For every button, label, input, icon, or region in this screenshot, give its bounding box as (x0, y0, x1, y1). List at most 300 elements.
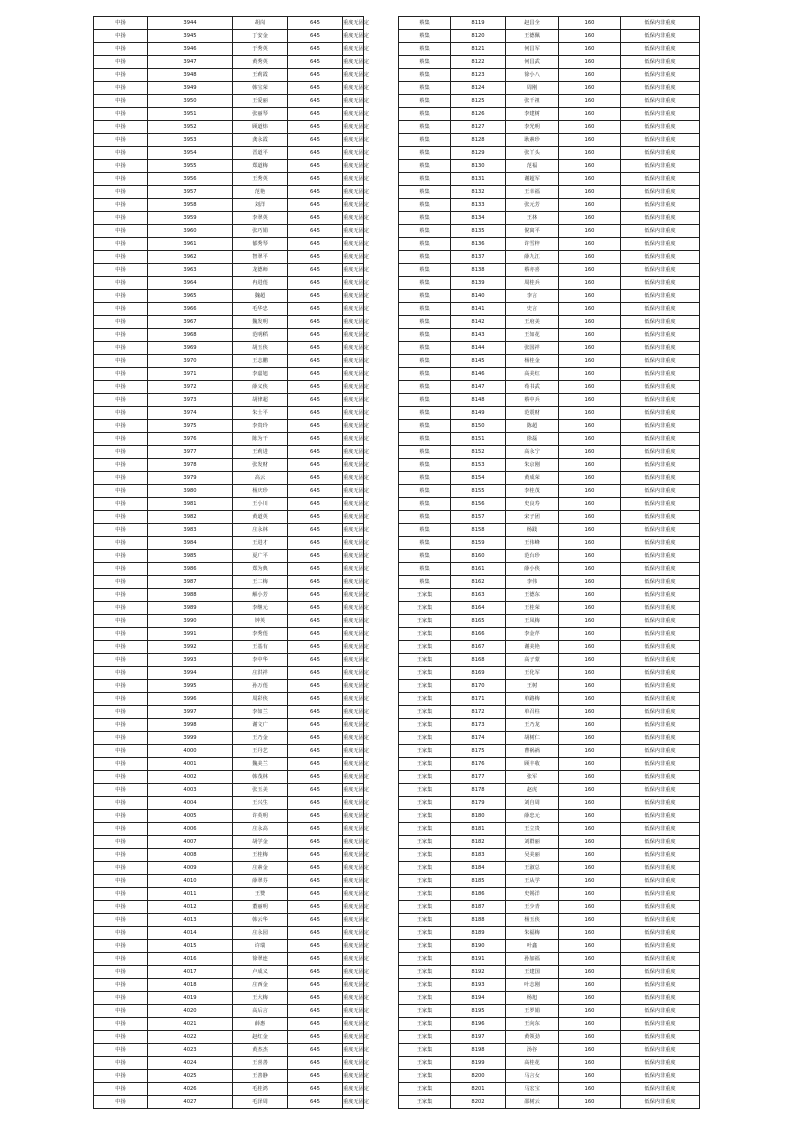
town-cell: 王家集 (399, 1031, 451, 1044)
name-cell: 智翠平 (233, 251, 288, 264)
category-cell: 低保内非重度 (621, 329, 700, 342)
id-cell: 3951 (148, 108, 233, 121)
amount-cell: 645 (288, 407, 343, 420)
town-cell: 中扬 (94, 927, 148, 940)
name-cell: 刘群丽 (506, 836, 559, 849)
category-cell: 重度无固定 (343, 1070, 364, 1083)
category-cell: 低保内非重度 (621, 1044, 700, 1057)
id-cell: 8199 (451, 1057, 506, 1070)
id-cell: 8183 (451, 849, 506, 862)
table-row (399, 264, 700, 277)
category-cell: 低保内非重度 (621, 550, 700, 563)
town-cell: 中扬 (94, 875, 148, 888)
category-cell: 重度无固定 (343, 537, 364, 550)
table-row (399, 797, 700, 810)
id-cell: 4001 (148, 758, 233, 771)
amount-cell: 645 (288, 459, 343, 472)
id-cell: 3958 (148, 199, 233, 212)
id-cell: 8177 (451, 771, 506, 784)
table-row (94, 602, 364, 615)
town-cell: 蔡集 (399, 199, 451, 212)
town-cell: 中扬 (94, 888, 148, 901)
id-cell: 8135 (451, 225, 506, 238)
amount-cell: 160 (559, 277, 621, 290)
table-row (399, 992, 700, 1005)
category-cell: 低保内非重度 (621, 134, 700, 147)
id-cell: 8133 (451, 199, 506, 212)
name-cell: 张元芳 (506, 199, 559, 212)
town-cell: 蔡集 (399, 511, 451, 524)
id-cell: 4026 (148, 1083, 233, 1096)
category-cell: 重度无固定 (343, 836, 364, 849)
amount-cell: 645 (288, 823, 343, 836)
id-cell: 3978 (148, 459, 233, 472)
table-row (399, 459, 700, 472)
id-cell: 8158 (451, 524, 506, 537)
category-cell: 低保内非重度 (621, 56, 700, 69)
town-cell: 蔡集 (399, 303, 451, 316)
category-cell: 重度无固定 (343, 446, 364, 459)
category-cell: 重度无固定 (343, 953, 364, 966)
amount-cell: 645 (288, 537, 343, 550)
category-cell: 低保内非重度 (621, 342, 700, 355)
category-cell: 重度无固定 (343, 810, 364, 823)
name-cell: 胡学金 (233, 836, 288, 849)
id-cell: 3949 (148, 82, 233, 95)
category-cell: 低保内非重度 (621, 43, 700, 56)
town-cell: 蔡集 (399, 43, 451, 56)
id-cell: 8149 (451, 407, 506, 420)
amount-cell: 645 (288, 69, 343, 82)
category-cell: 低保内非重度 (621, 498, 700, 511)
name-cell: 龚永霞 (233, 134, 288, 147)
town-cell: 中扬 (94, 251, 148, 264)
name-cell: 高子蒙 (506, 654, 559, 667)
town-cell: 蔡集 (399, 290, 451, 303)
name-cell: 张丫头 (506, 147, 559, 160)
category-cell: 重度无固定 (343, 784, 364, 797)
id-cell: 3947 (148, 56, 233, 69)
category-cell: 低保内非重度 (621, 108, 700, 121)
name-cell: 范福 (506, 160, 559, 173)
name-cell: 王小川 (233, 498, 288, 511)
table-row (399, 160, 700, 173)
table-row (399, 784, 700, 797)
id-cell: 3980 (148, 485, 233, 498)
category-cell: 重度无固定 (343, 589, 364, 602)
town-cell: 王家集 (399, 745, 451, 758)
town-cell: 中扬 (94, 914, 148, 927)
amount-cell: 645 (288, 290, 343, 303)
table-row (399, 576, 700, 589)
amount-cell: 160 (559, 849, 621, 862)
town-cell: 中扬 (94, 992, 148, 1005)
category-cell: 重度无固定 (343, 667, 364, 680)
category-cell: 低保内非重度 (621, 303, 700, 316)
name-cell: 范震财 (506, 407, 559, 420)
amount-cell: 645 (288, 17, 343, 30)
name-cell: 史锡洋 (506, 888, 559, 901)
id-cell: 4002 (148, 771, 233, 784)
category-cell: 重度无固定 (343, 823, 364, 836)
category-cell: 低保内非重度 (621, 433, 700, 446)
town-cell: 中扬 (94, 121, 148, 134)
town-cell: 中扬 (94, 82, 148, 95)
amount-cell: 160 (559, 940, 621, 953)
town-cell: 中扬 (94, 1031, 148, 1044)
table-row (399, 823, 700, 836)
id-cell: 4006 (148, 823, 233, 836)
town-cell: 蔡集 (399, 17, 451, 30)
name-cell: 王志鹏 (233, 355, 288, 368)
name-cell: 王桂荣 (506, 602, 559, 615)
category-cell: 重度无固定 (343, 147, 364, 160)
amount-cell: 645 (288, 563, 343, 576)
id-cell: 8192 (451, 966, 506, 979)
id-cell: 3985 (148, 550, 233, 563)
amount-cell: 160 (559, 706, 621, 719)
table-row (399, 732, 700, 745)
category-cell: 低保内非重度 (621, 212, 700, 225)
table-row (399, 654, 700, 667)
amount-cell: 160 (559, 82, 621, 95)
table-row (399, 615, 700, 628)
name-cell: 高永宁 (506, 446, 559, 459)
town-cell: 中扬 (94, 953, 148, 966)
town-cell: 蔡集 (399, 355, 451, 368)
table-row (94, 589, 364, 602)
id-cell: 8125 (451, 95, 506, 108)
amount-cell: 645 (288, 199, 343, 212)
town-cell: 中扬 (94, 446, 148, 459)
table-row (94, 654, 364, 667)
category-cell: 重度无固定 (343, 173, 364, 186)
table-row (399, 303, 700, 316)
amount-cell: 645 (288, 433, 343, 446)
town-cell: 蔡集 (399, 407, 451, 420)
table-row (94, 82, 364, 95)
name-cell: 王罗娟 (506, 1005, 559, 1018)
amount-cell: 645 (288, 628, 343, 641)
id-cell: 4015 (148, 940, 233, 953)
id-cell: 8159 (451, 537, 506, 550)
town-cell: 中扬 (94, 758, 148, 771)
name-cell: 韩云华 (233, 914, 288, 927)
category-cell: 重度无固定 (343, 420, 364, 433)
name-cell: 杨践 (506, 524, 559, 537)
category-cell: 重度无固定 (343, 901, 364, 914)
name-cell: 范明稻 (233, 329, 288, 342)
name-cell: 黄杰杰 (233, 1044, 288, 1057)
id-cell: 8129 (451, 147, 506, 160)
amount-cell: 160 (559, 420, 621, 433)
town-cell: 王家集 (399, 966, 451, 979)
id-cell: 8168 (451, 654, 506, 667)
amount-cell: 160 (559, 602, 621, 615)
amount-cell: 645 (288, 927, 343, 940)
id-cell: 3952 (148, 121, 233, 134)
id-cell: 3994 (148, 667, 233, 680)
id-cell: 4014 (148, 927, 233, 940)
table-row (399, 862, 700, 875)
name-cell: 薛惠 (233, 1018, 288, 1031)
id-cell: 3961 (148, 238, 233, 251)
id-cell: 8176 (451, 758, 506, 771)
amount-cell: 645 (288, 147, 343, 160)
id-cell: 8132 (451, 186, 506, 199)
town-cell: 中扬 (94, 602, 148, 615)
amount-cell: 645 (288, 1096, 343, 1109)
table-row (94, 277, 364, 290)
name-cell: 李言 (506, 290, 559, 303)
id-cell: 3973 (148, 394, 233, 407)
amount-cell: 645 (288, 849, 343, 862)
amount-cell: 160 (559, 1044, 621, 1057)
id-cell: 3963 (148, 264, 233, 277)
town-cell: 王家集 (399, 1070, 451, 1083)
category-cell: 低保内非重度 (621, 1083, 700, 1096)
table-row (94, 1057, 364, 1070)
table-row (399, 667, 700, 680)
amount-cell: 160 (559, 472, 621, 485)
id-cell: 8146 (451, 368, 506, 381)
table-row (399, 940, 700, 953)
town-cell: 中扬 (94, 290, 148, 303)
town-cell: 中扬 (94, 368, 148, 381)
town-cell: 王家集 (399, 758, 451, 771)
town-cell: 王家集 (399, 784, 451, 797)
id-cell: 3953 (148, 134, 233, 147)
table-row (399, 875, 700, 888)
amount-cell: 160 (559, 888, 621, 901)
name-cell: 王凤梅 (506, 615, 559, 628)
name-cell: 龙德师 (233, 264, 288, 277)
id-cell: 3988 (148, 589, 233, 602)
id-cell: 8140 (451, 290, 506, 303)
amount-cell: 645 (288, 316, 343, 329)
table-row (94, 186, 364, 199)
amount-cell: 645 (288, 368, 343, 381)
town-cell: 王家集 (399, 849, 451, 862)
category-cell: 重度无固定 (343, 1057, 364, 1070)
table-row (399, 641, 700, 654)
table-row (399, 537, 700, 550)
table-row (399, 82, 700, 95)
table-row (399, 1096, 700, 1109)
town-cell: 中扬 (94, 303, 148, 316)
name-cell: 王乃龙 (506, 719, 559, 732)
table-row (94, 303, 364, 316)
town-cell: 王家集 (399, 797, 451, 810)
amount-cell: 160 (559, 342, 621, 355)
name-cell: 夏广平 (233, 550, 288, 563)
table-row (94, 342, 364, 355)
town-cell: 中扬 (94, 173, 148, 186)
id-cell: 8154 (451, 472, 506, 485)
category-cell: 重度无固定 (343, 706, 364, 719)
name-cell: 王德佩 (506, 30, 559, 43)
category-cell: 重度无固定 (343, 927, 364, 940)
town-cell: 中扬 (94, 641, 148, 654)
category-cell: 低保内非重度 (621, 290, 700, 303)
amount-cell: 645 (288, 589, 343, 602)
id-cell: 8150 (451, 420, 506, 433)
town-cell: 王家集 (399, 667, 451, 680)
id-cell: 3944 (148, 17, 233, 30)
table-row (399, 680, 700, 693)
name-cell: 郑道梅 (233, 160, 288, 173)
name-cell: 王林 (506, 212, 559, 225)
amount-cell: 645 (288, 1083, 343, 1096)
table-row (399, 394, 700, 407)
town-cell: 王家集 (399, 888, 451, 901)
category-cell: 低保内非重度 (621, 979, 700, 992)
category-cell: 重度无固定 (343, 1044, 364, 1057)
category-cell: 重度无固定 (343, 1005, 364, 1018)
amount-cell: 160 (559, 654, 621, 667)
town-cell: 王家集 (399, 719, 451, 732)
table-row (94, 1096, 364, 1109)
name-cell: 高云 (233, 472, 288, 485)
name-cell: 朱福梅 (506, 927, 559, 940)
town-cell: 中扬 (94, 485, 148, 498)
table-row (94, 1031, 364, 1044)
name-cell: 单召柱 (506, 706, 559, 719)
id-cell: 8185 (451, 875, 506, 888)
amount-cell: 645 (288, 303, 343, 316)
table-row (94, 459, 364, 472)
category-cell: 低保内非重度 (621, 1005, 700, 1018)
category-cell: 重度无固定 (343, 641, 364, 654)
table-row (399, 17, 700, 30)
town-cell: 中扬 (94, 199, 148, 212)
amount-cell: 160 (559, 966, 621, 979)
table-row (94, 732, 364, 745)
table-row (94, 160, 364, 173)
name-cell: 王如花 (506, 329, 559, 342)
name-cell: 许雪梓 (506, 238, 559, 251)
table-row (94, 927, 364, 940)
table-row (399, 758, 700, 771)
category-cell: 重度无固定 (343, 914, 364, 927)
amount-cell: 645 (288, 82, 343, 95)
amount-cell: 645 (288, 914, 343, 927)
name-cell: 胡岗 (233, 17, 288, 30)
name-cell: 庄洪祥 (233, 667, 288, 680)
id-cell: 8157 (451, 511, 506, 524)
id-cell: 3945 (148, 30, 233, 43)
id-cell: 8194 (451, 992, 506, 1005)
category-cell: 低保内非重度 (621, 940, 700, 953)
amount-cell: 645 (288, 602, 343, 615)
table-row (399, 121, 700, 134)
town-cell: 蔡集 (399, 537, 451, 550)
amount-cell: 645 (288, 355, 343, 368)
id-cell: 8173 (451, 719, 506, 732)
table-row (94, 446, 364, 459)
town-cell: 蔡集 (399, 173, 451, 186)
id-cell: 8137 (451, 251, 506, 264)
category-cell: 低保内非重度 (621, 953, 700, 966)
amount-cell: 645 (288, 277, 343, 290)
name-cell: 王德东 (506, 589, 559, 602)
id-cell: 3986 (148, 563, 233, 576)
table-row (399, 407, 700, 420)
name-cell: 许英明 (233, 810, 288, 823)
name-cell: 张玉美 (233, 784, 288, 797)
category-cell: 重度无固定 (343, 1083, 364, 1096)
category-cell: 低保内非重度 (621, 1096, 700, 1109)
amount-cell: 160 (559, 745, 621, 758)
category-cell: 低保内非重度 (621, 901, 700, 914)
town-cell: 王家集 (399, 979, 451, 992)
amount-cell: 645 (288, 875, 343, 888)
name-cell: 庄永园 (233, 927, 288, 940)
town-cell: 王家集 (399, 628, 451, 641)
category-cell: 重度无固定 (343, 797, 364, 810)
table-row (94, 134, 364, 147)
town-cell: 蔡集 (399, 56, 451, 69)
id-cell: 8175 (451, 745, 506, 758)
name-cell: 马宏宝 (506, 1083, 559, 1096)
id-cell: 8142 (451, 316, 506, 329)
table-row (399, 771, 700, 784)
category-cell: 低保内非重度 (621, 693, 700, 706)
town-cell: 蔡集 (399, 160, 451, 173)
name-cell: 赵昌全 (506, 17, 559, 30)
name-cell: 薛义侠 (233, 381, 288, 394)
table-row (94, 251, 364, 264)
id-cell: 8128 (451, 134, 506, 147)
name-cell: 李继元 (233, 602, 288, 615)
category-cell: 低保内非重度 (621, 446, 700, 459)
table-row (94, 914, 364, 927)
table-row (94, 836, 364, 849)
left-roster-table (93, 16, 369, 1109)
name-cell: 蔡中兵 (506, 394, 559, 407)
category-cell: 重度无固定 (343, 95, 364, 108)
id-cell: 8178 (451, 784, 506, 797)
name-cell: 董丽明 (233, 901, 288, 914)
table-row (399, 1057, 700, 1070)
amount-cell: 160 (559, 524, 621, 537)
amount-cell: 160 (559, 407, 621, 420)
town-cell: 中扬 (94, 381, 148, 394)
id-cell: 4024 (148, 1057, 233, 1070)
category-cell: 重度无固定 (343, 563, 364, 576)
amount-cell: 645 (288, 693, 343, 706)
category-cell: 低保内非重度 (621, 485, 700, 498)
id-cell: 3991 (148, 628, 233, 641)
id-cell: 8201 (451, 1083, 506, 1096)
category-cell: 低保内非重度 (621, 875, 700, 888)
town-cell: 中扬 (94, 212, 148, 225)
id-cell: 3979 (148, 472, 233, 485)
id-cell: 3982 (148, 511, 233, 524)
name-cell: 胡玉侠 (233, 342, 288, 355)
amount-cell: 160 (559, 355, 621, 368)
name-cell: 黄领劲 (506, 1031, 559, 1044)
amount-cell: 645 (288, 862, 343, 875)
name-cell: 李伟 (506, 576, 559, 589)
name-cell: 毛泽周 (233, 1096, 288, 1109)
id-cell: 3965 (148, 290, 233, 303)
amount-cell: 645 (288, 953, 343, 966)
category-cell: 重度无固定 (343, 108, 364, 121)
table-row (399, 1044, 700, 1057)
category-cell: 低保内非重度 (621, 1057, 700, 1070)
name-cell: 许瑞 (233, 940, 288, 953)
